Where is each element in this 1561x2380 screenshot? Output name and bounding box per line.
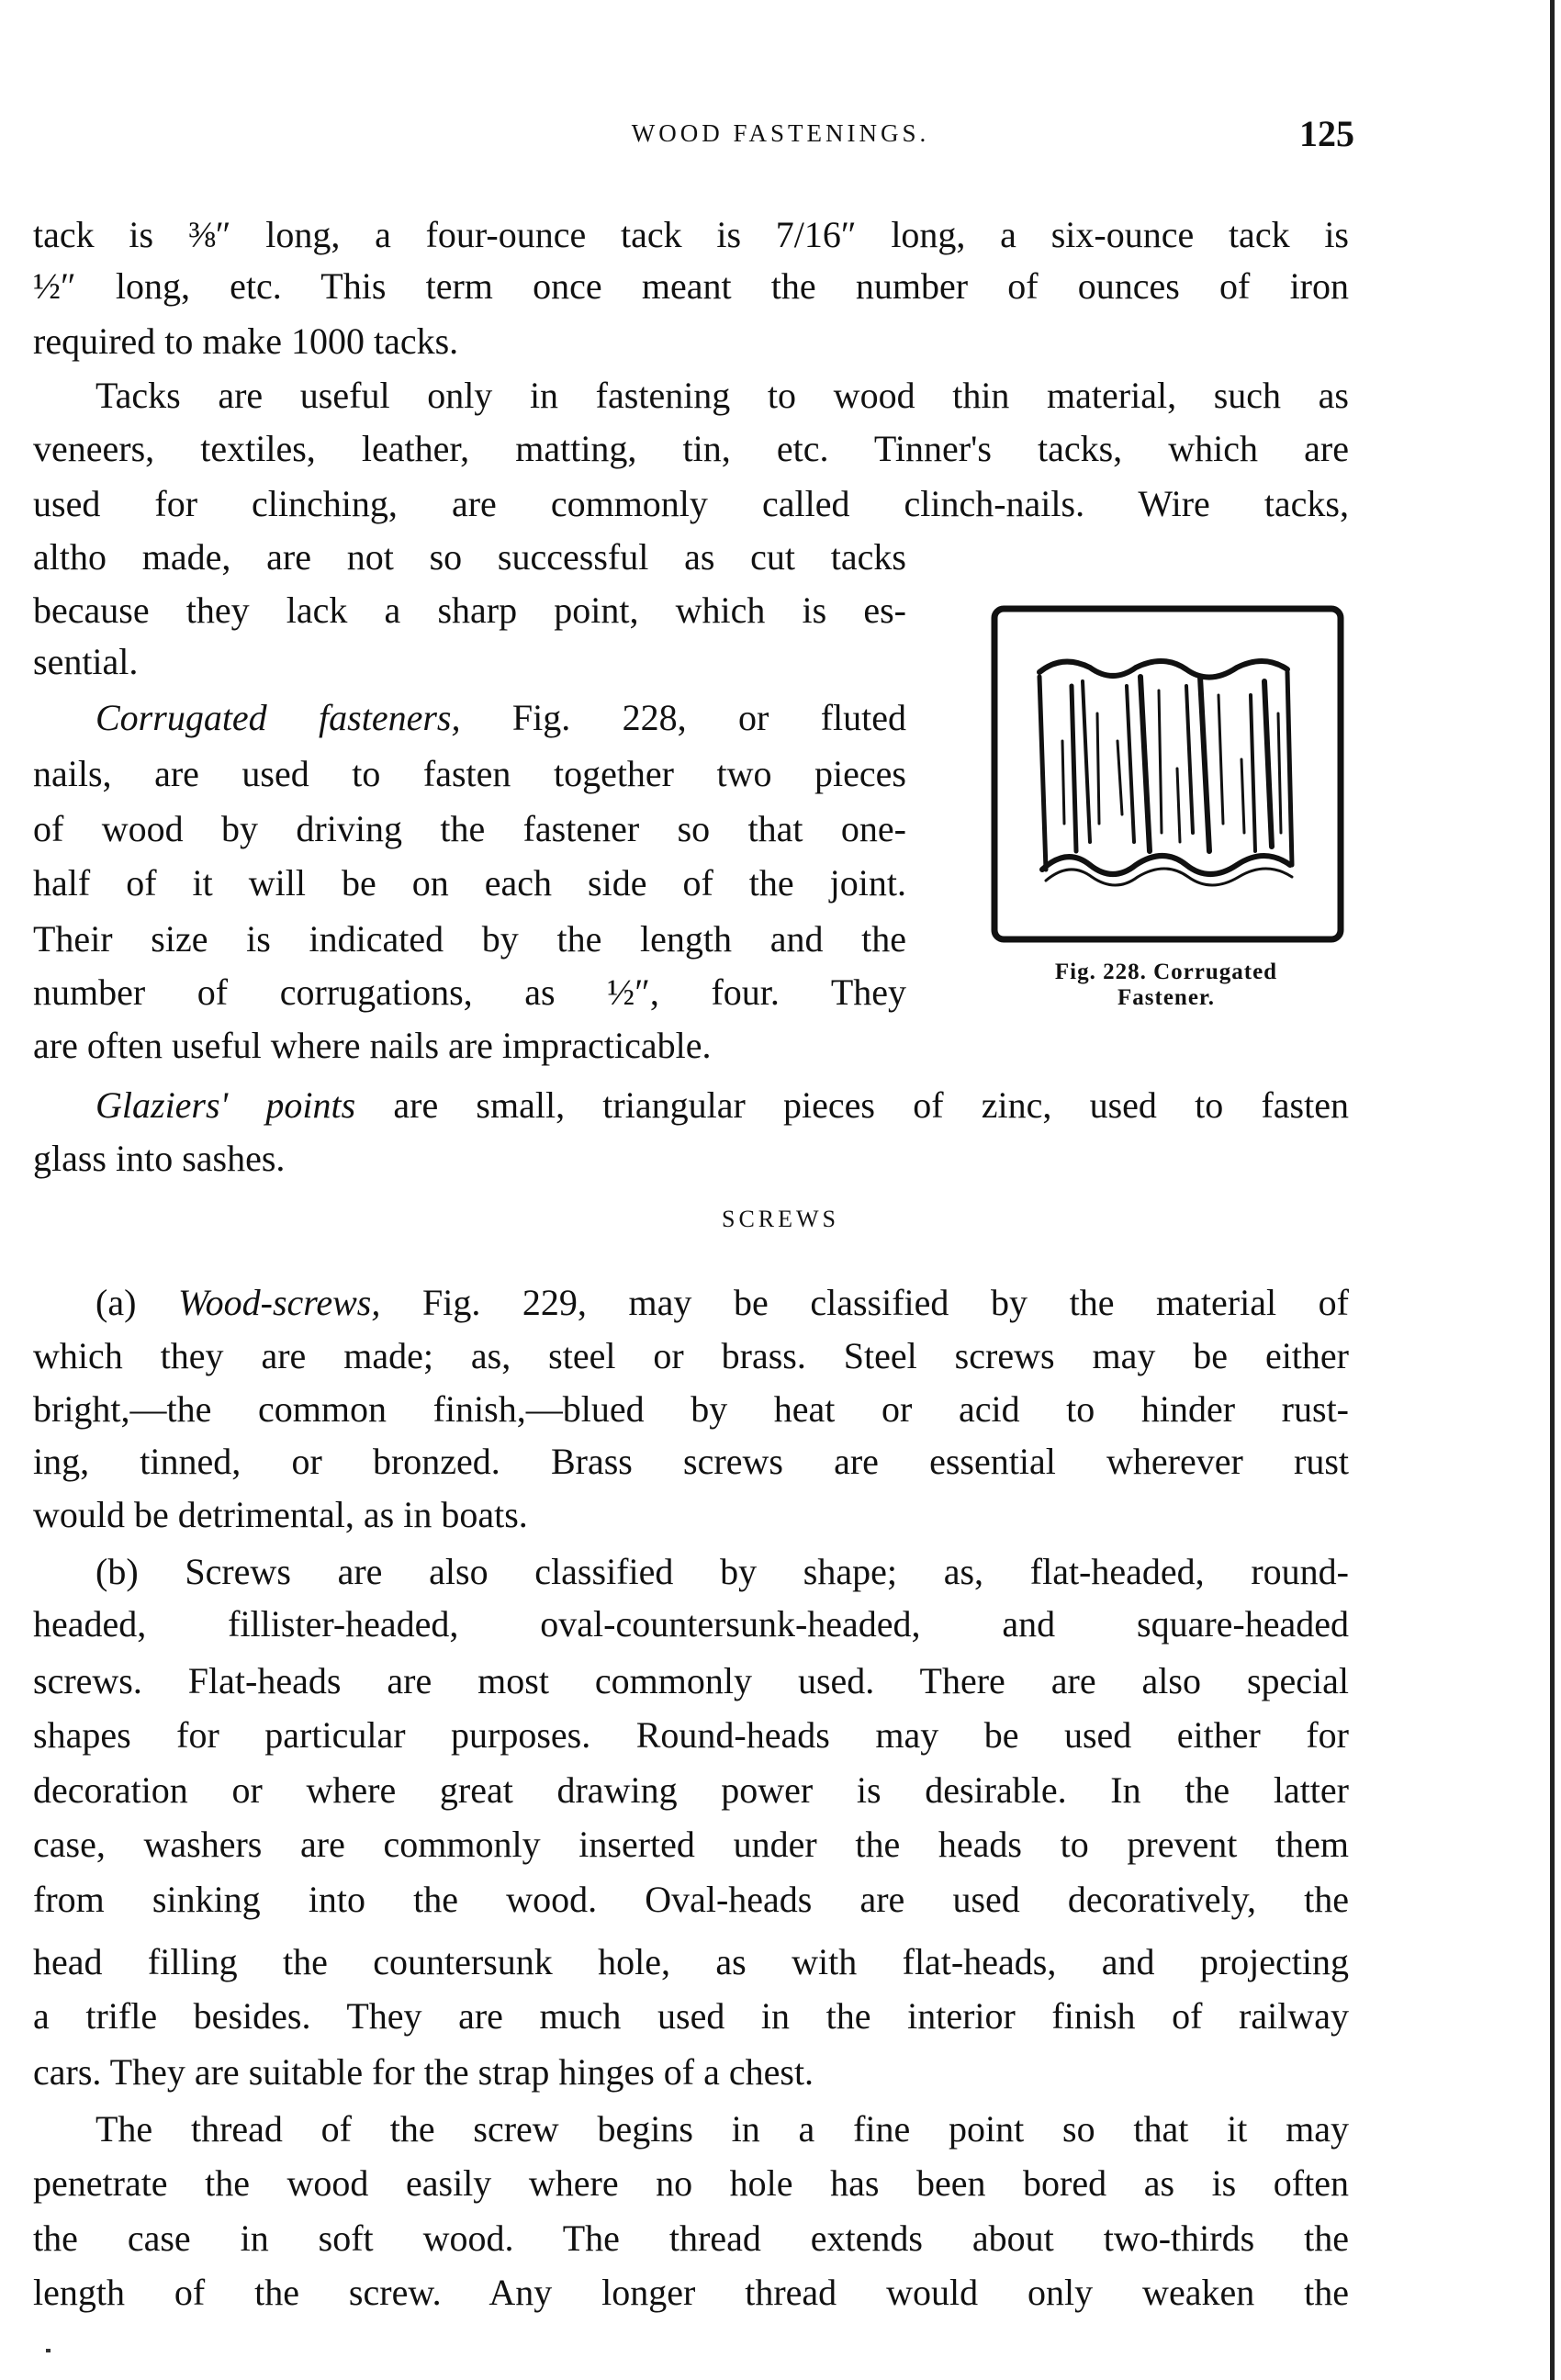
caption-line-2: Fastener.	[1117, 985, 1215, 1010]
line-text: required to make 1000 tacks.	[33, 320, 459, 362]
text-line	[33, 1940, 1349, 1984]
line-text: Fig. 228, or fluted	[460, 696, 906, 738]
text-line	[33, 1602, 1349, 1646]
text-line	[33, 535, 906, 579]
print-speck	[46, 2349, 51, 2352]
line-text: case, washers are commonly inserted under the heads to prevent them	[33, 1824, 1349, 1866]
text-line	[33, 640, 906, 684]
line-text: which they are made; as, steel or brass. Steel screws may be either	[33, 1334, 1349, 1376]
line-text: veneers, textiles, leather, matting, tin, etc. Tinner's tacks, which are	[33, 428, 1349, 470]
line-text: Their size is indicated by the length and the	[33, 918, 906, 960]
text-line	[33, 2217, 1349, 2261]
page-edge	[1550, 0, 1555, 2380]
line-text: Fig. 229, may be classified by the material of	[380, 1281, 1349, 1323]
figure-corrugated-fastener	[989, 603, 1346, 945]
line-text: headed, fillister-headed, oval-countersunk-headed, and square-headed	[33, 1603, 1349, 1645]
text-line	[33, 752, 906, 796]
text-line	[33, 1768, 1349, 1813]
line-text: (b) Screws are also classified by shape; as, flat-headed, round-	[95, 1550, 1349, 1592]
text-line	[33, 589, 906, 633]
line-text: half of it will be on each side of the joint.	[33, 862, 906, 904]
text-line	[95, 1281, 1349, 1325]
text-line	[33, 1713, 1349, 1757]
text-line	[33, 1137, 1349, 1181]
text-line	[33, 264, 1349, 309]
line-text: head filling the countersunk hole, as with flat-heads, and projecting	[33, 1940, 1349, 1982]
text-line	[33, 807, 906, 851]
caption-line-1: Fig. 228. Corrugated	[1054, 960, 1278, 984]
figure-caption	[955, 960, 1377, 1011]
running-head: WOOD FASTENINGS.	[631, 119, 930, 147]
text-line	[95, 1083, 1349, 1128]
italic-term: Wood-screws,	[178, 1281, 381, 1323]
line-text: bright,—the common finish,—blued by heat or acid to hinder rust-	[33, 1387, 1349, 1430]
text-line	[33, 861, 906, 905]
line-text: penetrate the wood easily where no hole has been bored as is often	[33, 2162, 1349, 2205]
text-line	[33, 320, 1349, 364]
line-text: from sinking into the wood. Oval-heads are used decoratively, the	[33, 1878, 1349, 1920]
italic-term: Corrugated fasteners,	[95, 696, 461, 738]
text-line	[33, 1440, 1349, 1484]
line-text: cars. They are suitable for the strap hinges of a chest.	[33, 2051, 814, 2094]
text-line	[95, 696, 906, 740]
page-number: 125	[1299, 113, 1354, 154]
text-line	[33, 971, 906, 1015]
line-text: Tacks are useful only in fastening to wood thin material, such as	[95, 375, 1349, 417]
line-text: ½″ long, etc. This term once meant the number of ounces of iron	[33, 265, 1349, 308]
line-text: the case in soft wood. The thread extends about two-thirds the	[33, 2217, 1349, 2259]
line-text: nails, are used to fasten together two pieces	[33, 753, 906, 795]
line-text: are often useful where nails are impracticable.	[33, 1025, 712, 1067]
section-heading: SCREWS	[721, 1206, 840, 1232]
line-text: of wood by driving the fastener so that one-	[33, 807, 906, 849]
line-text: The thread of the screw begins in a fine point so that it may	[95, 2107, 1349, 2150]
corrugated-fastener-illustration	[989, 603, 1346, 945]
text-line	[33, 213, 1349, 257]
text-line	[33, 1659, 1349, 1703]
line-text: altho made, are not so successful as cut tacks	[33, 535, 906, 578]
text-line	[95, 1550, 1349, 1594]
text-line	[33, 917, 906, 961]
line-text: would be detrimental, as in boats.	[33, 1494, 528, 1536]
line-text: screws. Flat-heads are most commonly used. There are also special	[33, 1659, 1349, 1701]
line-text: tack is ⅜″ long, a four-ounce tack is 7/16″ long, a six-ounce tack is	[33, 214, 1349, 256]
line-text: ing, tinned, or bronzed. Brass screws are essential wherever rust	[33, 1441, 1349, 1483]
text-line	[33, 1334, 1349, 1378]
text-line	[33, 482, 1349, 526]
text-line	[33, 2271, 1349, 2315]
line-text: a trifle besides. They are much used in the interior finish of railway	[33, 1995, 1349, 2038]
text-line	[33, 2161, 1349, 2206]
text-line	[33, 2050, 1349, 2094]
text-line	[95, 2107, 1349, 2151]
line-text: are small, triangular pieces of zinc, used to fasten	[355, 1083, 1349, 1126]
italic-term: Glaziers' points	[95, 1083, 356, 1126]
text-line	[33, 1994, 1349, 2038]
line-text: decoration or where great drawing power is desirable. In the latter	[33, 1768, 1349, 1811]
line-text: (a)	[95, 1281, 178, 1323]
text-line	[95, 374, 1349, 418]
text-line	[33, 1024, 906, 1068]
line-text: used for clinching, are commonly called clinch-nails. Wire tacks,	[33, 482, 1349, 524]
text-line	[33, 1387, 1349, 1431]
text-line	[33, 427, 1349, 471]
line-text: length of the screw. Any longer thread would only weaken the	[33, 2272, 1349, 2314]
line-text: glass into sashes.	[33, 1137, 286, 1179]
line-text: number of corrugations, as ½″, four. They	[33, 971, 906, 1014]
line-text: because they lack a sharp point, which is es-	[33, 589, 906, 631]
text-line	[33, 1823, 1349, 1867]
line-text: sential.	[33, 640, 139, 682]
text-line	[33, 1493, 1349, 1537]
line-text: shapes for particular purposes. Round-heads may be used either for	[33, 1714, 1349, 1757]
text-line	[33, 1878, 1349, 1922]
